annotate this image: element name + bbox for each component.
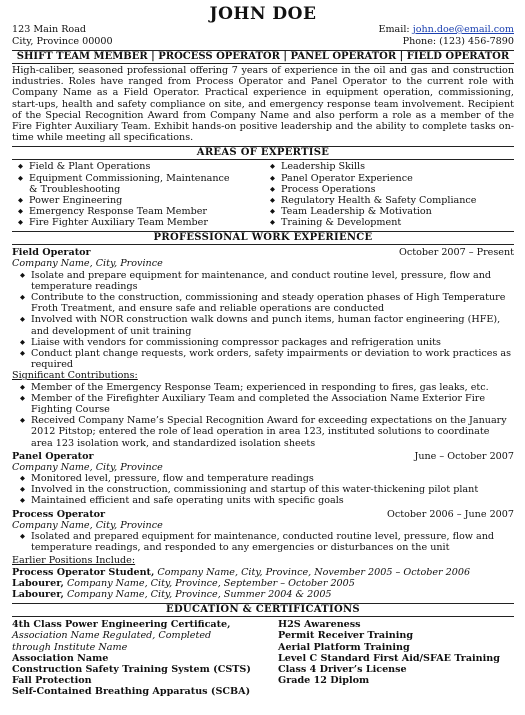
certification-item: Aerial Platform Training [278,641,410,653]
contribution-item: ◆ Member of the Firefighter Auxiliary Team and completed the Association Name Exterior Fire Fighting Course [20,393,514,415]
expertise-item: ◆ Regulatory Health & Safety Compliance [270,195,510,206]
duty-item: ◆ Maintained efficient and safe operating units with specific goals [20,495,514,506]
earlier-role: Labourer, [12,577,64,589]
certification-item: Construction Safety Training System (CSTS) [12,663,251,675]
job-field-operator [12,247,514,448]
earlier-position [12,578,514,589]
duty-list [12,270,514,371]
expertise-item: ◆ Team Leadership & Motivation [270,206,510,217]
earlier-position [12,589,514,600]
job-title: Field Operator [12,247,91,259]
email-link[interactable]: john.doe@email.com [412,24,514,35]
earlier-detail: Company Name, City, Province, September – October 2005 [63,577,355,589]
contribution-list [12,382,514,449]
expertise-heading: AREAS OF EXPERTISE [12,146,514,160]
duty-list [12,473,514,507]
expertise-section [12,161,514,228]
street-address: 123 Main Road [12,24,87,35]
job-header [12,509,514,520]
earlier-position [12,567,514,578]
duty-item: ◆ Contribute to the construction, commissioning and steady operation phases of High Temperature Froth Treatment, and ensure safe and reliable operations are conducted [20,292,514,314]
expertise-item: ◆ Training & Development [270,217,510,228]
contribution-item: ◆ Member of the Emergency Response Team; experienced in responding to fires, gas leaks, etc. [20,382,514,393]
company-line: Company Name, City, Province [12,258,163,270]
education-heading: EDUCATION & CERTIFICATIONS [12,603,514,617]
certification-item: Level C Standard First Aid/SFAE Training [278,652,500,664]
expertise-item: ◆ Fire Fighter Auxiliary Team Member [18,217,238,228]
contribution-item: ◆ Received Company Name’s Special Recognition Award for exceeding expectations on the January 2012 Pitstop; entered the role of lead operation in area 123, instituted solutions to coordinate area 123 isolation work, and standardized isolation sheets [20,415,514,449]
expertise-item: ◆ Panel Operator Experience [270,173,510,184]
duty-item: ◆ Monitored level, pressure, flow and temperature readings [20,473,514,484]
certification-item: Class 4 Driver’s License [278,663,407,675]
job-titles-banner: SHIFT TEAM MEMBER | PROCESS OPERATOR | PANEL OPERATOR | FIELD OPERATOR [12,50,514,64]
earlier-positions [12,555,514,600]
earlier-positions-heading: Earlier Positions Include: [12,555,136,567]
candidate-name: JOHN DOE [209,4,317,24]
expertise-item: ◆ Field & Plant Operations [18,161,238,172]
certificate-detail: Association Name Regulated, Completed through Institute Name [12,630,212,653]
certification-item: Grade 12 Diplom [278,675,370,687]
expertise-item: ◆ Power Engineering [18,195,238,206]
job-title: Process Operator [12,508,106,520]
certification-item: Permit Receiver Training [278,630,414,642]
earlier-role: Labourer, [12,588,64,600]
expertise-item: ◆ Leadership Skills [270,161,510,172]
earlier-detail: Company Name, City, Province, Summer 2004 & 2005 [63,588,332,600]
earlier-detail: Company Name, City, Province, November 2005 – October 2006 [154,566,471,578]
contact-info [378,24,514,47]
expertise-item: ◆ Equipment Commissioning, Maintenance & Troubleshooting [18,173,238,195]
certification-item: H2S Awareness [278,619,361,631]
address-block [12,24,113,47]
job-dates: October 2007 – Present [399,247,514,259]
expertise-item: ◆ Emergency Response Team Member [18,206,238,217]
company-line: Company Name, City, Province [12,461,163,473]
profile-summary: High-caliber, seasoned professional offering 7 years of experience in the oil and gas and construction industries. Roles have ranged from Process Operator and Panel Operator to the current role with Company Name as a Field Operator. Practical experience in equipment operation, commissioning, start-ups, health and safety compliance on site, and emergency response team involvement. Recipient of the Special Recognition Award from Company Name and also perform a role as a member of the Fire Fighter Auxiliary Team. Exhibit hands-on positive leadership and the ability to complete tasks on-time while meeting all specifications. [12,65,514,144]
expertise-column-right [270,161,510,228]
education-column-right [278,619,514,686]
job-process-operator [12,509,514,554]
education-section [12,619,514,715]
duty-item: ◆ Isolate and prepare equipment for maintenance, and conduct routine level, pressure, flow and temperature readings [20,270,514,292]
expertise-column-left [18,161,238,228]
email-label: Email: [378,24,410,35]
company-line: Company Name, City, Province [12,519,163,531]
job-panel-operator [12,451,514,507]
city-province: City, Province 00000 [12,35,113,47]
duty-item: ◆ Liaise with vendors for commissioning compressor packages and refrigeration units [20,337,514,348]
certification-item: Fall Protection [12,675,92,687]
job-header [12,247,514,258]
duty-item: ◆ Isolated and prepared equipment for maintenance, conducted routine level, pressure, flow and temperature readings, and responded to any emergencies or disturbances on the unit [20,531,514,553]
contributions-heading: Significant Contributions: [12,370,138,382]
duty-item: ◆ Involved with NOR construction walk downs and punch items, human factor engineering (HFE), and development of unit training [20,314,514,336]
job-dates: June – October 2007 [414,450,514,462]
education-column-left [12,619,252,697]
job-dates: October 2006 – June 2007 [387,508,514,520]
email-line [378,24,514,36]
certification-item: Association Name [12,652,109,664]
experience-heading: PROFESSIONAL WORK EXPERIENCE [12,231,514,245]
expertise-item: ◆ Process Operations [270,184,510,195]
duty-item: ◆ Involved in the construction, commissioning and startup of this water-thickening pilot plant [20,484,514,495]
resume-page [12,4,514,715]
duty-list [12,531,514,553]
phone-line: Phone: (123) 456-7890 [402,35,514,47]
contact-block [12,24,514,48]
duty-item: ◆ Conduct plant change requests, work orders, safety impairments or deviation to work practices as required [20,348,514,370]
certification-item: Self-Contained Breathing Apparatus (SCBA) [12,686,251,698]
certificate-title: 4th Class Power Engineering Certificate, [12,619,231,631]
job-title: Panel Operator [12,450,94,462]
job-header [12,451,514,462]
earlier-role: Process Operator Student, [12,566,155,578]
